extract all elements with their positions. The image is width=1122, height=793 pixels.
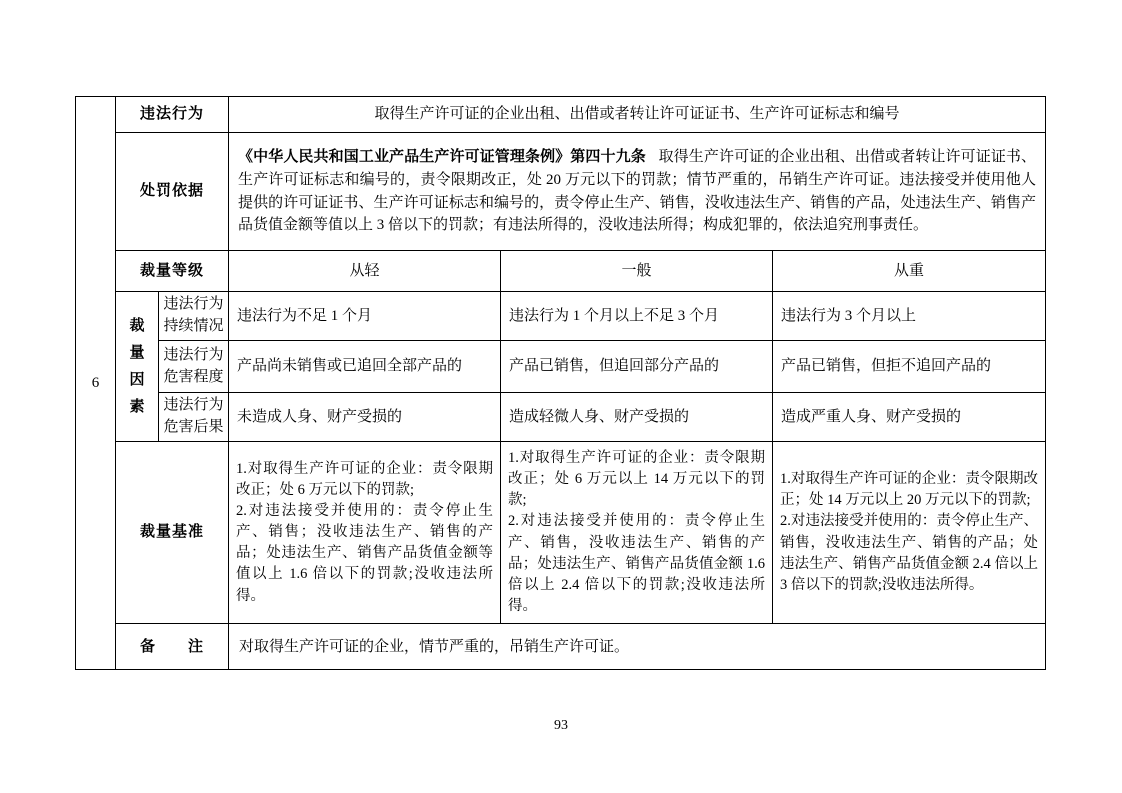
level-general: 一般 (501, 251, 773, 292)
case-number-cell: 6 (76, 97, 116, 670)
factor-duration-heavy: 违法行为 3 个月以上 (773, 292, 1046, 341)
benchmark-general-item-1: 1.对取得生产许可证的企业：责令限期改正；处 6 万元以上 14 万元以下的罚款; (508, 450, 766, 509)
discretion-standard-table (75, 96, 1046, 670)
factor-harm-degree-general: 产品已销售，但追回部分产品的 (501, 341, 773, 393)
level-heavy: 从重 (773, 251, 1046, 292)
discretion-factors-label-text: 裁量因素 (129, 317, 145, 415)
law-citation: 《中华人民共和国工业产品生产许可证管理条例》第四十九条 (238, 148, 646, 165)
discretion-level-label: 裁量等级 (116, 251, 229, 292)
factor-harm-degree-heavy: 产品已销售，但拒不追回产品的 (773, 341, 1046, 393)
factor-consequence-general: 造成轻微人身、财产受损的 (501, 393, 773, 442)
discretion-benchmark-label: 裁量基准 (116, 442, 229, 624)
discretion-benchmark-row (76, 442, 1046, 624)
benchmark-light-item-2: 2.对违法接受并使用的：责令停止生产、销售；没收违法生产、销售的产品；处违法生产、销售产品货值金额等值以上 1.6 倍以下的罚款;没收违法所得。 (236, 502, 494, 604)
benchmark-light-item-1: 1.对取得生产许可证的企业：责令限期改正；处 6 万元以下的罚款; (236, 460, 494, 498)
benchmark-general-item-2: 2.对违法接受并使用的：责令停止生产、销售，没收违法生产、销售的产品；处违法生产、销售产品货值金额 1.6 倍以上 2.4 倍以下的罚款;没收违法所得。 (508, 513, 766, 615)
factor-duration-light: 违法行为不足 1 个月 (229, 292, 501, 341)
remarks-row (76, 624, 1046, 670)
factor-consequence-row (76, 393, 1046, 442)
remarks-content: 对取得生产许可证的企业，情节严重的，吊销生产许可证。 (229, 624, 1046, 670)
factor-consequence-light: 未造成人身、财产受损的 (229, 393, 501, 442)
page-number: 93 (554, 718, 568, 733)
factor-harm-degree-row (76, 341, 1046, 393)
discretion-level-row (76, 251, 1046, 292)
penalty-basis-row (76, 133, 1046, 251)
factor-harm-degree-label: 违法行为危害程度 (159, 341, 229, 393)
illegal-act-label: 违法行为 (116, 97, 229, 133)
illegal-act-row (76, 97, 1046, 133)
factor-consequence-heavy: 造成严重人身、财产受损的 (773, 393, 1046, 442)
factor-duration-label: 违法行为持续情况 (159, 292, 229, 341)
benchmark-heavy-item-1: 1.对取得生产许可证的企业：责令限期改正；处 14 万元以上 20 万元以下的罚款; (780, 471, 1039, 509)
benchmark-heavy (773, 442, 1046, 624)
benchmark-general (501, 442, 773, 624)
penalty-basis-content (229, 133, 1046, 251)
factor-consequence-label: 违法行为危害后果 (159, 393, 229, 442)
remarks-label: 备 注 (116, 624, 229, 670)
factor-duration-row (76, 292, 1046, 341)
penalty-basis-label: 处罚依据 (116, 133, 229, 251)
factor-duration-general: 违法行为 1 个月以上不足 3 个月 (501, 292, 773, 341)
benchmark-heavy-item-2: 2.对违法接受并使用的：责令停止生产、销售，没收违法生产、销售的产品；处违法生产、销售产品货值金额 2.4 倍以上 3 倍以下的罚款;没收违法所得。 (780, 513, 1039, 593)
level-light: 从轻 (229, 251, 501, 292)
benchmark-light (229, 442, 501, 624)
illegal-act-content: 取得生产许可证的企业出租、出借或者转让许可证证书、生产许可证标志和编号 (229, 97, 1046, 133)
factor-harm-degree-light: 产品尚未销售或已追回全部产品的 (229, 341, 501, 393)
penalty-basis-text: 取得生产许可证的企业出租、出借或者转让许可证证书、生产许可证标志和编号的，责令限期改正，处 20 万元以下的罚款；情节严重的，吊销生产许可证。违法接受并使用他人提供的许可证证书、生产许可证标志和编号的，责令停止生产、销售，没收违法生产、销售的产品，处违法生产、销售产品货值金额等值以上 3 倍以下的罚款；有违法所得的，没收违法所得；构成犯罪的，依法追究刑事责任。 (238, 148, 1037, 234)
discretion-factors-label (116, 292, 159, 442)
